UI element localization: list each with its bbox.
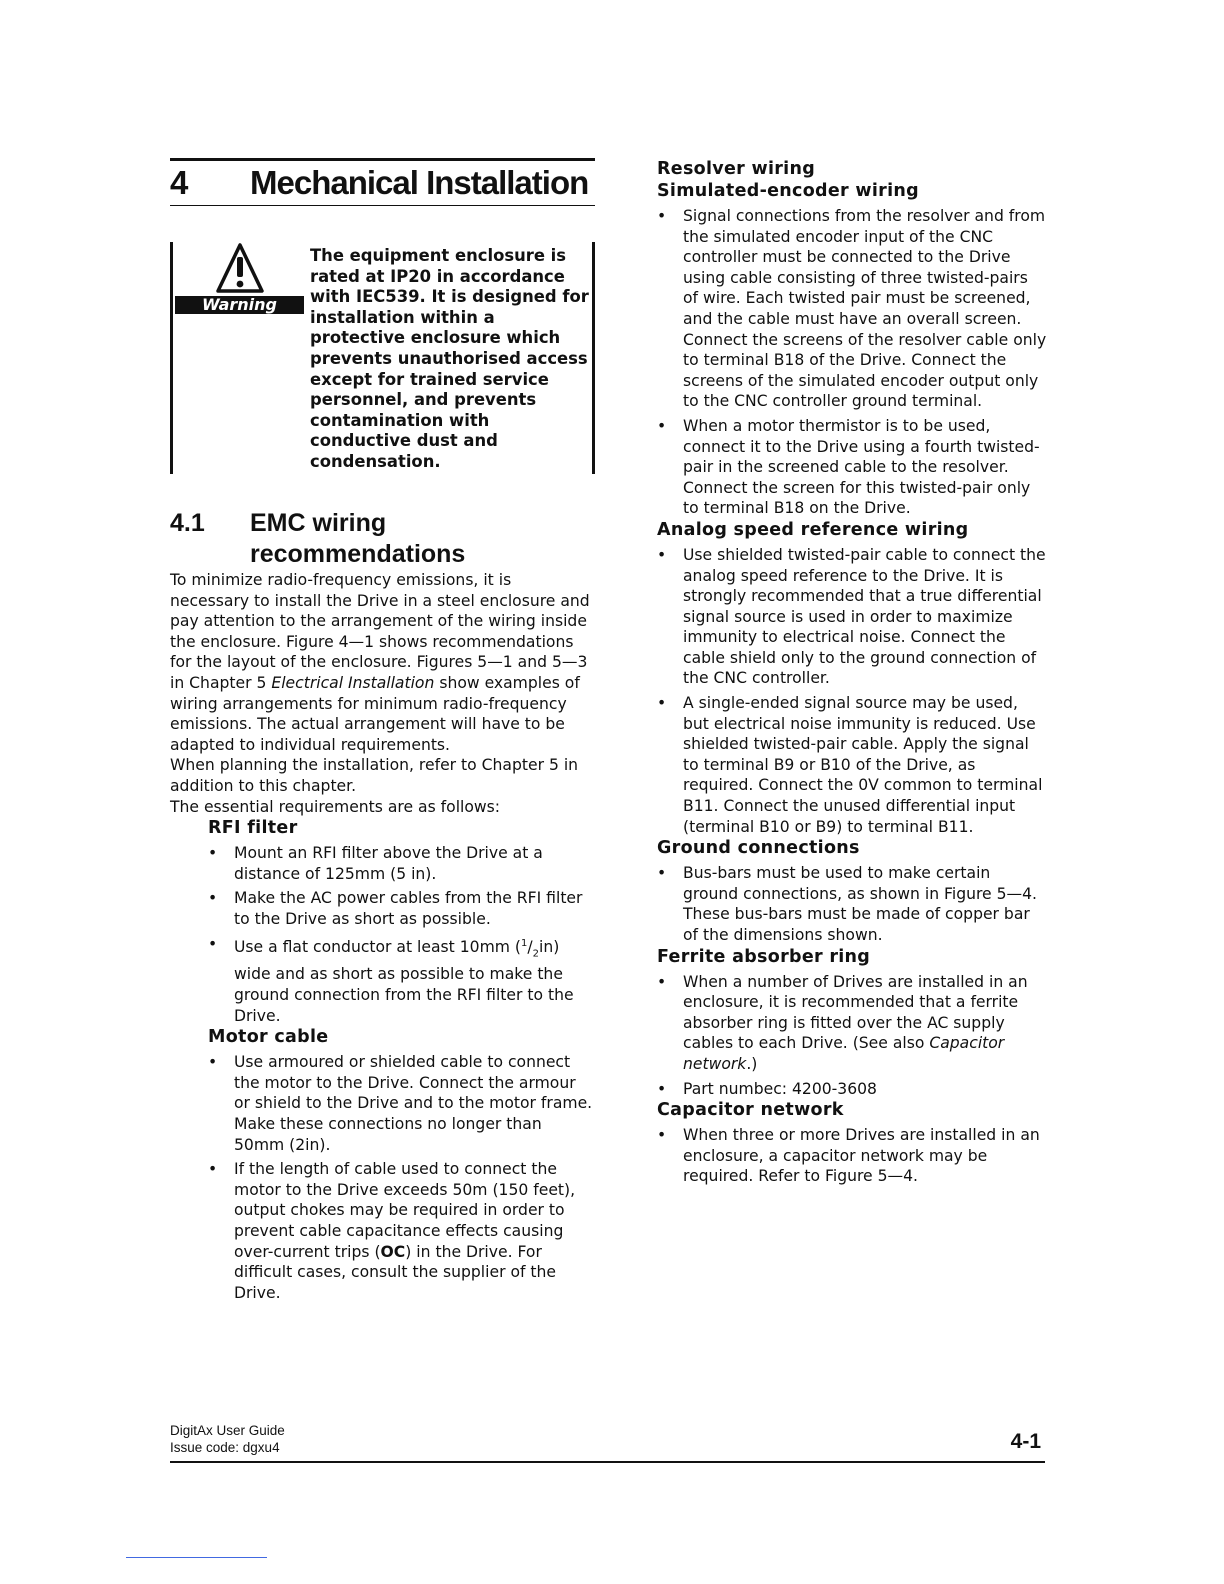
ferrite-heading: Ferrite absorber ring [657, 946, 871, 967]
intro-paragraph [170, 570, 595, 755]
analog-heading: Analog speed reference wiring [657, 519, 969, 540]
trip-code: OC [380, 1242, 406, 1261]
list-item: • Signal connections from the resolver and from the simulated encoder input of the CNC controller must be connected to the Drive using cable consisting of three twisted-pairs of wire. Each twisted pair must be screened, and the cable must have an overall screen. Connect the screens of the resolver cable only to terminal B18 of the Drive. Connect the screens of the simulated encoder output only to the CNC controller ground terminal. [657, 206, 1047, 412]
fraction-numerator: 1 [521, 937, 528, 949]
requirements-paragraph: The essential requirements are as follows: [170, 797, 501, 816]
ground-list [657, 863, 1047, 945]
list-item: • A single-ended signal source may be used, but electrical noise immunity is reduced. Use shielded twisted-pair cable. Apply the signal to terminal B9 or B10 of the Drive, as required. Connect the 0V common to terminal B11. Connect the unused differential input (terminal B10 or B9) to terminal B11. [657, 693, 1047, 837]
intro-italic-ref: Electrical Installation [271, 673, 435, 692]
planning-paragraph: When planning the installation, refer to Chapter 5 in addition to this chapter. [170, 756, 579, 795]
section-title: EMC wiring recommendations [250, 509, 466, 568]
left-column [170, 158, 595, 1303]
list-item: • Bus-bars must be used to make certain ground connections, as shown in Figure 5—4. These bus-bars must be made of copper bar of the dimensions shown. [657, 863, 1047, 945]
footer-info [170, 1422, 285, 1456]
fraction-denominator: 2 [532, 947, 540, 959]
list-item-text: in) wide and as short as possible to make the ground connection from the RFI filter to the Drive. [234, 937, 574, 1025]
motor-cable-list [208, 1052, 595, 1303]
list-item-text: When a number of Drives are installed in an enclosure, it is recommended that a ferrite absorber ring is fitted over the AC supply cables to each Drive. (See also [683, 972, 1028, 1053]
list-item-text: Use a flat conductor at least 10mm ( [234, 937, 521, 956]
resolver-list [657, 206, 1047, 519]
chapter-title: Mechanical Installation [250, 164, 589, 201]
list-item: • Use armoured or shielded cable to connect the motor to the Drive. Connect the armour or shield to the Drive and to the motor frame. Make these connections no longer than 50mm (2in). [208, 1052, 595, 1155]
right-column [657, 158, 1047, 1187]
simulated-encoder-heading: Simulated-encoder wiring [657, 181, 919, 201]
motor-cable-heading: Motor cable [208, 1027, 329, 1048]
ground-heading: Ground connections [657, 838, 860, 859]
list-item: • When three or more Drives are installed in an enclosure, a capacitor network may be required. Refer to Figure 5—4. [657, 1125, 1047, 1187]
list-item: • Mount an RFI filter above the Drive at a distance of 125mm (5 in). [208, 843, 595, 884]
resolver-heading: Resolver wiring [657, 159, 816, 179]
chapter-heading [170, 158, 595, 206]
footer-guide-title: DigitAx User Guide [170, 1423, 285, 1438]
capacitor-network-ref: Capacitor network [683, 1034, 1005, 1073]
intro-text-b: show examples of wiring arrangements for minimum radio-frequency emissions. The actual arrangement will have to be adapted to individual requirements. [170, 673, 580, 754]
list-item: • Use shielded twisted-pair cable to connect the analog speed reference to the Drive. It is strongly recommended that a true differential signal source is used in order to maximize immunity to electrical noise. Connect the cable shield only to the ground connection of the CNC controller. [657, 545, 1047, 689]
capacitor-list [657, 1125, 1047, 1187]
fraction-slash: / [527, 937, 533, 956]
section-heading [170, 508, 595, 570]
section-number: 4.1 [170, 509, 205, 537]
list-item-text: ) in the Drive. For difficult cases, consult the supplier of the Drive. [234, 1242, 557, 1302]
intro-text-a: To minimize radio-frequency emissions, it is necessary to install the Drive in a steel enclosure and pay attention to the arrangement of the wiring inside the enclosure. Figure 4—1 shows recommendations for the layout of the enclosure. Figures 5—1 and 5—3 in Chapter 5 [170, 571, 590, 692]
list-item: • Make the AC power cables from the RFI filter to the Drive as short as possible. [208, 888, 595, 929]
chapter-number: 4 [170, 164, 189, 201]
page-number: 4-1 [1010, 1430, 1041, 1453]
list-item: • Part numbec: 4200-3608 [657, 1079, 1047, 1100]
list-item [657, 972, 1047, 1075]
analog-list [657, 545, 1047, 837]
rfi-filter-heading: RFI filter [208, 818, 298, 839]
list-item-text: If the length of cable used to connect the motor to the Drive exceeds 50m (150 feet), output chokes may be required in order to prevent cable capacitance effects causing over-current trips ( [234, 1160, 576, 1261]
list-item [208, 1159, 595, 1303]
warning-text: The equipment enclosure is rated at IP20 in accordance with IEC539. It is designed for installation within a protective enclosure which prevents unauthorised access except for trained service personnel, and prevents contamination with conductive dust and condensation. [310, 246, 589, 471]
warning-box [170, 242, 595, 474]
footer-issue-code: Issue code: dgxu4 [170, 1440, 280, 1455]
capacitor-heading: Capacitor network [657, 1100, 844, 1121]
rfi-filter-list [208, 843, 595, 1026]
list-item-text: .) [746, 1054, 758, 1073]
list-item [208, 934, 595, 1027]
page-footer [170, 1421, 1045, 1463]
list-item: • When a motor thermistor is to be used, connect it to the Drive using a fourth twisted-pair in the screened cable to the resolver. Connect the screen for this twisted-pair only to terminal B18 on the Drive. [657, 416, 1047, 519]
warning-label: Warning [175, 296, 304, 314]
bottom-rule [126, 1557, 267, 1558]
ferrite-list [657, 972, 1047, 1100]
